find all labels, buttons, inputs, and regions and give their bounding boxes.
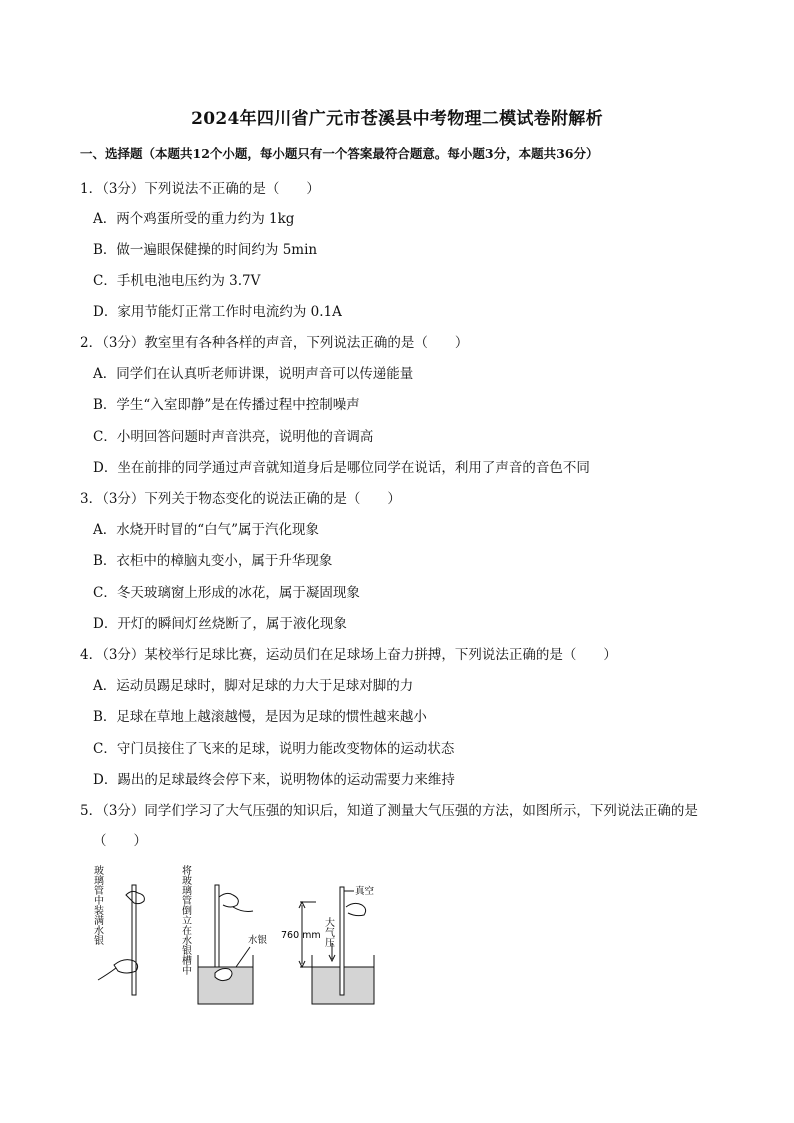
question-2-option-d: D．坐在前排的同学通过声音就知道身后是哪位同学在说话，利用了声音的音色不同 bbox=[93, 460, 590, 476]
label-mercury: 水银 bbox=[248, 935, 268, 946]
question-2-option-b: B．学生“入室即静”是在传播过程中控制噪声 bbox=[93, 397, 360, 413]
hand-top-3 bbox=[346, 903, 366, 915]
torricelli-figure bbox=[88, 855, 388, 1030]
question-3-option-c: C．冬天玻璃窗上形成的冰花，属于凝固现象 bbox=[93, 585, 360, 601]
hand-top-2 bbox=[219, 893, 238, 907]
page-title: 2024年四川省广元市苍溪县中考物理二模试卷附解析 bbox=[191, 109, 603, 129]
label-invert-tube: 将玻璃管倒立在水银槽中 bbox=[179, 865, 191, 975]
torricelli-diagram bbox=[88, 855, 388, 1030]
question-4-option-a: A．运动员踢足球时，脚对足球的力大于足球对脚的力 bbox=[93, 678, 414, 694]
question-2-option-a: A．同学们在认真听老师讲课，说明声音可以传递能量 bbox=[93, 366, 414, 382]
question-1-option-d: D．家用节能灯正常工作时电流约为 0.1A bbox=[93, 304, 342, 320]
question-2-option-c: C．小明回答问题时声音洪亮，说明他的音调高 bbox=[93, 429, 374, 445]
label-vacuum: 真空 bbox=[355, 886, 375, 897]
question-4-option-c: C．守门员接住了飞来的足球，说明力能改变物体的运动状态 bbox=[93, 741, 455, 757]
question-1-option-b: B．做一遍眼保健操的时间约为 5min bbox=[93, 242, 318, 258]
question-3-stem: 3．（3分）下列关于物态变化的说法正确的是（ ） bbox=[80, 491, 401, 507]
label-atmospheric-pressure: 大气压 bbox=[322, 917, 334, 947]
label-760mm: 760 mm bbox=[281, 930, 321, 941]
arm-2 bbox=[233, 907, 253, 912]
question-4-option-d: D．踢出的足球最终会停下来，说明物体的运动需要力来维持 bbox=[93, 772, 455, 788]
hand-in-trough-2 bbox=[215, 969, 232, 981]
question-4-option-b: B．足球在草地上越滚越慢，是因为足球的惯性越来越小 bbox=[93, 709, 427, 725]
question-4-stem: 4．（3分）某校举行足球比赛，运动员们在足球场上奋力拼搏，下列说法正确的是（ ） bbox=[80, 647, 617, 663]
section-heading: 一、选择题（本题共12个小题，每小题只有一个答案最符合题意。每小题3分，本题共36分） bbox=[80, 146, 599, 161]
question-1-option-a: A．两个鸡蛋所受的重力约为 1kg bbox=[93, 211, 295, 227]
question-5-stem: 5．（3分）同学们学习了大气压强的知识后，知道了测量大气压强的方法，如图所示，下列说法正确的是 bbox=[80, 803, 698, 819]
question-3-option-a: A．水烧开时冒的“白气”属于汽化现象 bbox=[93, 522, 320, 538]
arm-1 bbox=[98, 968, 116, 980]
question-5-stem-continued: （ ） bbox=[93, 833, 147, 849]
question-2-stem: 2．（3分）教室里有各种各样的声音，下列说法正确的是（ ） bbox=[80, 335, 469, 351]
glass-tube-3 bbox=[340, 887, 344, 995]
question-1-stem: 1．（3分）下列说法不正确的是（ ） bbox=[80, 181, 320, 197]
label-fill-tube: 玻璃管中装满水银 bbox=[91, 865, 103, 945]
mercury-pointer bbox=[236, 947, 250, 967]
question-3-option-b: B．衣柜中的樟脑丸变小，属于升华现象 bbox=[93, 553, 333, 569]
question-3-option-d: D．开灯的瞬间灯丝烧断了，属于液化现象 bbox=[93, 616, 347, 632]
question-1-option-c: C．手机电池电压约为 3.7V bbox=[93, 273, 261, 289]
